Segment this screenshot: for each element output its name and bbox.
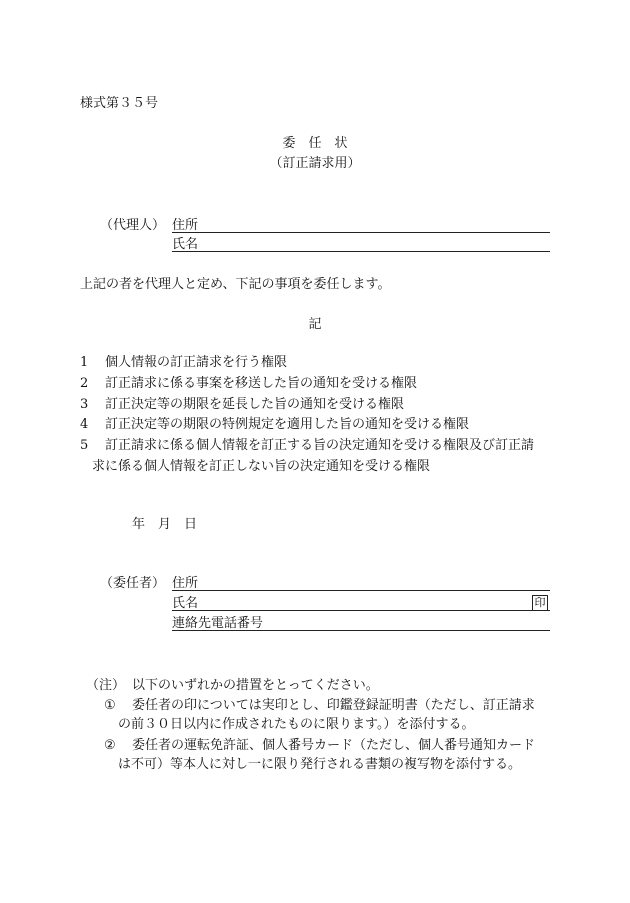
principal-label: （委任者） <box>100 576 166 591</box>
document-subtitle: （訂正請求用） <box>269 156 361 171</box>
item-text-continued: 求に係る個人情報を訂正しない旨の決定通知を受ける権限 <box>92 459 431 474</box>
notes-label: （注） <box>86 678 126 693</box>
note-mark: ① <box>104 698 116 713</box>
item-text: 訂正請求に係る個人情報を訂正する旨の決定通知を受ける権限及び訂正請 <box>105 438 535 453</box>
note-text-continued: の前３０日以内に作成されたものに限ります。）を添付する。 <box>118 717 475 732</box>
item-number: 4 <box>80 417 89 432</box>
list-item <box>80 377 88 390</box>
item-text: 訂正決定等の期限の特例規定を適用した旨の通知を受ける権限 <box>105 417 470 432</box>
list-item <box>80 439 88 452</box>
item-number: 5 <box>80 438 89 453</box>
document-title: 委 任 状 <box>282 136 348 151</box>
agent-name-label: 氏名 <box>172 237 199 252</box>
date-line[interactable]: 年 月 日 <box>132 517 198 532</box>
agent-address-label: 住所 <box>172 218 199 233</box>
note-text: 委任者の印については実印とし、印鑑登録証明書（ただし、訂正請求 <box>132 698 535 713</box>
principal-name-label: 氏名 <box>172 596 199 611</box>
item-text: 個人情報の訂正請求を行う権限 <box>105 355 288 370</box>
ki-heading: 記 <box>308 317 322 332</box>
principal-phone-line[interactable] <box>172 630 550 631</box>
item-text: 訂正決定等の期限を延長した旨の通知を受ける権限 <box>105 397 405 412</box>
form-number: 様式第３５号 <box>80 96 159 111</box>
principal-name-line[interactable] <box>172 610 550 611</box>
note-mark: ② <box>104 738 116 753</box>
item-number: 3 <box>80 397 89 412</box>
seal-mark: 印 <box>532 595 548 611</box>
notes-lead: 以下のいずれかの措置をとってください。 <box>132 678 379 693</box>
list-item <box>80 356 88 369</box>
agent-label: （代理人） <box>100 218 166 233</box>
principal-address-line[interactable] <box>172 590 550 591</box>
principal-address-label: 住所 <box>172 576 199 591</box>
agent-address-line[interactable] <box>172 232 550 233</box>
note-text: 委任者の運転免許証、個人番号カード（ただし、個人番号通知カード <box>132 738 536 753</box>
list-item <box>80 418 88 431</box>
principal-phone-label: 連絡先電話番号 <box>172 616 264 631</box>
agent-name-line[interactable] <box>172 251 550 252</box>
item-number: 2 <box>80 376 89 391</box>
list-item <box>80 398 88 411</box>
note-text-continued: は不可）等本人に対し一に限り発行される書類の複写物を添付する。 <box>118 757 522 772</box>
item-number: 1 <box>80 355 89 370</box>
delegation-statement: 上記の者を代理人と定め、下記の事項を委任します。 <box>80 277 391 292</box>
item-text: 訂正請求に係る事案を移送した旨の通知を受ける権限 <box>105 376 418 391</box>
